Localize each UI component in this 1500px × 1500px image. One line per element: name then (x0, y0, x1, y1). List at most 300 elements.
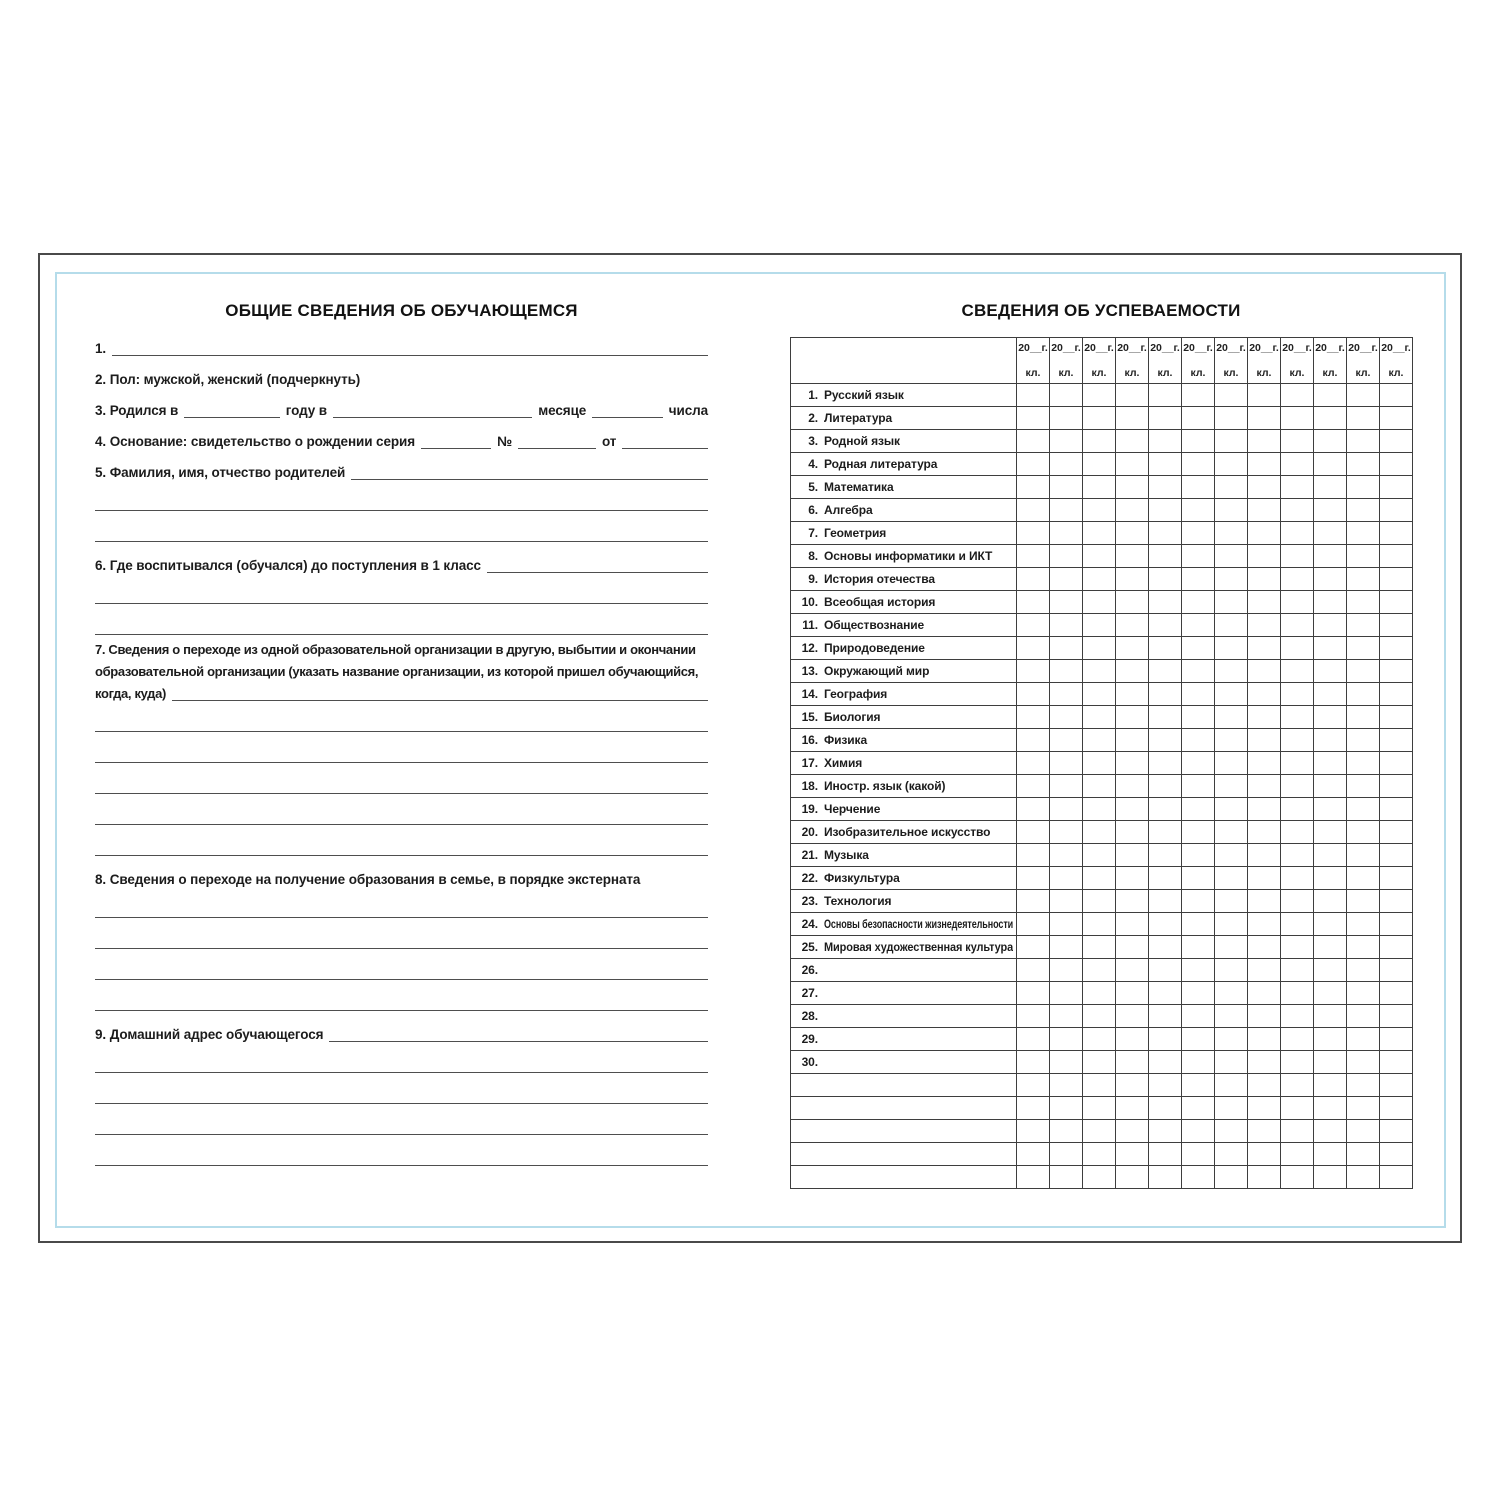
grade-cell (1182, 545, 1215, 568)
subject-number: 26. (801, 963, 818, 977)
grade-cell (1083, 660, 1116, 683)
grade-cell (1149, 959, 1182, 982)
grade-cell (1314, 660, 1347, 683)
grade-cell (1281, 522, 1314, 545)
grade-cell (1017, 821, 1050, 844)
subject-label-wrap (824, 894, 1013, 908)
subject-label-wrap (824, 756, 1013, 770)
grade-cell (1281, 660, 1314, 683)
grade-cell (1215, 522, 1248, 545)
grade-cell (1116, 591, 1149, 614)
grade-cell (1314, 1005, 1347, 1028)
grade-cell (1017, 913, 1050, 936)
table-row (791, 683, 1413, 706)
grade-cell (1017, 1143, 1050, 1166)
grade-cell (1050, 1051, 1083, 1074)
grade-cell (1380, 798, 1413, 821)
subject-cell (791, 1120, 1017, 1143)
subject-cell (791, 775, 1017, 798)
subject-cell (791, 476, 1017, 499)
grade-cell (1017, 1097, 1050, 1120)
grade-cell (1215, 568, 1248, 591)
grade-cell (1050, 407, 1083, 430)
fill-in-blank (95, 824, 708, 825)
table-row (791, 522, 1413, 545)
subject (791, 503, 1016, 517)
grade-cell (1050, 936, 1083, 959)
year-label: 20__г. (1348, 342, 1378, 354)
grade-cell (1083, 729, 1116, 752)
grade-cell (1182, 568, 1215, 591)
subject (791, 480, 1016, 494)
form-text: 2. Пол: мужской, женский (подчеркнуть) (95, 371, 361, 387)
subject-label-wrap (824, 963, 1013, 977)
grade-cell (1116, 637, 1149, 660)
subject-label: Всеобщая история (824, 595, 936, 609)
class-label: кл. (1223, 367, 1239, 379)
grade-cell (1314, 1166, 1347, 1189)
grade-cell (1314, 430, 1347, 453)
grade-cell (1248, 1074, 1281, 1097)
grade-cell (1380, 407, 1413, 430)
grade-cell (1314, 522, 1347, 545)
subject-cell (791, 706, 1017, 729)
table-row (791, 660, 1413, 683)
year-label: 20__г. (1117, 342, 1147, 354)
grade-cell (1347, 453, 1380, 476)
table-row (791, 821, 1413, 844)
grade-cell (1182, 844, 1215, 867)
grade-cell (1116, 798, 1149, 821)
grade-cell (1281, 936, 1314, 959)
table-row (791, 936, 1413, 959)
table-row (791, 913, 1413, 936)
subject-cell (791, 637, 1017, 660)
form-line-item-7-line-2 (95, 659, 708, 681)
fill-in-blank (95, 793, 708, 794)
grade-cell (1281, 913, 1314, 936)
grade-cell (1347, 844, 1380, 867)
grade-cell (1083, 844, 1116, 867)
grade-cell (1083, 591, 1116, 614)
grade-cell (1347, 982, 1380, 1005)
subject-label: Обществознание (824, 618, 925, 632)
grade-cell (1314, 798, 1347, 821)
blank-line (95, 920, 708, 951)
grade-cell (1314, 568, 1347, 591)
grade-cell (1149, 1005, 1182, 1028)
right-page (790, 300, 1412, 1189)
blank-line (95, 951, 708, 982)
grade-cell (1149, 982, 1182, 1005)
grade-cell (1248, 821, 1281, 844)
grades-table (790, 337, 1413, 1189)
table-empty-row (791, 1120, 1413, 1143)
form-text: месяце (538, 402, 587, 418)
grade-cell (1017, 683, 1050, 706)
subject-number: 4. (808, 457, 818, 471)
subject-label-wrap (824, 526, 1013, 540)
grade-cell (1248, 706, 1281, 729)
subject-label-wrap (824, 434, 1013, 448)
grade-cell (1314, 453, 1347, 476)
table-row (791, 430, 1413, 453)
grade-cell (1314, 407, 1347, 430)
grade-cell (1083, 476, 1116, 499)
grade-cell (1050, 867, 1083, 890)
subject-number: 21. (801, 848, 818, 862)
grade-cell (1116, 821, 1149, 844)
subject-label: Родная литература (824, 457, 938, 471)
grade-cell (1314, 706, 1347, 729)
table-row (791, 890, 1413, 913)
grade-cell (1149, 1074, 1182, 1097)
subject-cell (791, 1005, 1017, 1028)
grade-cell (1182, 913, 1215, 936)
grade-cell (1182, 591, 1215, 614)
grade-cell (1281, 1074, 1314, 1097)
subject (791, 549, 1016, 563)
grade-cell (1182, 614, 1215, 637)
subject-cell (791, 1074, 1017, 1097)
subject (791, 894, 1016, 908)
subject (791, 825, 1016, 839)
form-line-item-8 (95, 858, 708, 889)
blank-line (95, 703, 708, 734)
grade-cell (1215, 867, 1248, 890)
grade-cell (1116, 453, 1149, 476)
grade-cell (1380, 476, 1413, 499)
grade-cell (1116, 568, 1149, 591)
subject-cell (791, 913, 1017, 936)
grade-cell (1215, 890, 1248, 913)
grade-cell (1017, 706, 1050, 729)
subject-cell (791, 890, 1017, 913)
grade-cell (1347, 1097, 1380, 1120)
form-text: числа (668, 402, 708, 418)
grade-cell (1050, 453, 1083, 476)
grade-cell (1314, 1028, 1347, 1051)
grade-cell (1380, 637, 1413, 660)
subject-cell (791, 752, 1017, 775)
grade-cell (1380, 545, 1413, 568)
grade-cell (1083, 821, 1116, 844)
fill-in-blank (95, 762, 708, 763)
grade-cell (1380, 821, 1413, 844)
grade-cell (1116, 683, 1149, 706)
grade-cell (1182, 752, 1215, 775)
grade-cell (1116, 913, 1149, 936)
grade-cell (1149, 752, 1182, 775)
table-row (791, 729, 1413, 752)
grade-cell (1215, 1051, 1248, 1074)
form-line-item-5 (95, 451, 708, 482)
grade-cell (1116, 775, 1149, 798)
grade-cell (1182, 867, 1215, 890)
grade-cell (1149, 1097, 1182, 1120)
grade-cell (1281, 407, 1314, 430)
year-label: 20__г. (1249, 342, 1279, 354)
fill-in-blank (172, 700, 708, 701)
grade-cell (1281, 568, 1314, 591)
subject (791, 986, 1016, 1000)
grade-cell (1380, 1120, 1413, 1143)
grade-cell (1017, 752, 1050, 775)
grade-cell (1347, 568, 1380, 591)
grade-cell (1083, 798, 1116, 821)
grade-cell (1281, 775, 1314, 798)
grade-cell (1215, 591, 1248, 614)
grade-cell (1017, 614, 1050, 637)
grade-cell (1017, 545, 1050, 568)
grade-cell (1149, 1120, 1182, 1143)
grade-cell (1314, 545, 1347, 568)
subject-cell (791, 821, 1017, 844)
form-text: году в (285, 402, 327, 418)
subject-number: 18. (801, 779, 818, 793)
grade-cell (1149, 913, 1182, 936)
grade-cell (1017, 729, 1050, 752)
subject-label-wrap (824, 549, 1013, 563)
grade-cell (1050, 660, 1083, 683)
form-text: от (601, 433, 617, 449)
grade-cell (1314, 844, 1347, 867)
grade-cell (1347, 1005, 1380, 1028)
grade-cell (1380, 913, 1413, 936)
grade-cell (1248, 867, 1281, 890)
subject (791, 595, 1016, 609)
grade-cell (1050, 614, 1083, 637)
grade-cell (1116, 1143, 1149, 1166)
grade-cell (1248, 775, 1281, 798)
form-text: когда, куда) (95, 686, 166, 702)
grade-cell (1182, 1028, 1215, 1051)
subject-label-wrap (824, 687, 1013, 701)
subject-number: 17. (801, 756, 818, 770)
grade-cell (1116, 1074, 1149, 1097)
subject-number: 10. (801, 595, 818, 609)
grade-cell (1380, 1005, 1413, 1028)
grade-cell (1050, 982, 1083, 1005)
subject (791, 710, 1016, 724)
grade-cell (1149, 844, 1182, 867)
subject-label-wrap (824, 1009, 1013, 1023)
class-label: кл. (1388, 367, 1404, 379)
grade-cell (1017, 775, 1050, 798)
subject (791, 940, 1016, 954)
subject-cell (791, 844, 1017, 867)
grade-cell (1248, 936, 1281, 959)
grade-cell (1182, 453, 1215, 476)
fill-in-blank (329, 1041, 708, 1042)
grade-cell (1281, 890, 1314, 913)
table-empty-row (791, 1143, 1413, 1166)
grade-cell (1050, 775, 1083, 798)
grade-cell (1380, 982, 1413, 1005)
grade-cell (1116, 384, 1149, 407)
subject-cell (791, 591, 1017, 614)
subject-label-wrap (824, 802, 1013, 816)
grade-cell (1215, 913, 1248, 936)
subject-number: 3. (808, 434, 818, 448)
subject-number: 23. (801, 894, 818, 908)
table-header-row (791, 338, 1413, 384)
grade-cell (1380, 752, 1413, 775)
grade-cell (1248, 752, 1281, 775)
grade-cell (1083, 890, 1116, 913)
subject-number: 30. (801, 1055, 818, 1069)
grade-cell (1248, 637, 1281, 660)
grade-cell (1347, 1166, 1380, 1189)
table-row (791, 1028, 1413, 1051)
grade-cell (1248, 982, 1281, 1005)
grade-cell (1149, 683, 1182, 706)
grade-cell (1215, 499, 1248, 522)
year-label: 20__г. (1216, 342, 1246, 354)
grade-cell (1347, 775, 1380, 798)
fill-in-blank (184, 417, 280, 418)
fill-in-blank (95, 855, 708, 856)
grade-cell (1182, 1120, 1215, 1143)
subject (791, 1055, 1016, 1069)
grade-cell (1314, 775, 1347, 798)
table-row (791, 545, 1413, 568)
grade-cell (1347, 1143, 1380, 1166)
subject-label: Природоведение (824, 641, 925, 655)
form-text: 7. Сведения о переходе из одной образовательной организации в другую, выбытии и окончании (95, 642, 696, 658)
grade-cell (1380, 499, 1413, 522)
grade-cell (1215, 706, 1248, 729)
grade-cell (1215, 683, 1248, 706)
form-text: 1. (95, 340, 107, 356)
form-text: № (497, 433, 513, 449)
grade-cell (1182, 936, 1215, 959)
grade-cell (1050, 1097, 1083, 1120)
grade-cell (1380, 844, 1413, 867)
subject-cell (791, 867, 1017, 890)
grade-cell (1149, 729, 1182, 752)
year-label: 20__г. (1051, 342, 1081, 354)
grade-cell (1347, 913, 1380, 936)
grade-cell (1083, 522, 1116, 545)
grade-cell (1248, 1005, 1281, 1028)
grade-cell (1182, 1166, 1215, 1189)
grade-cell (1215, 1097, 1248, 1120)
table-row (791, 499, 1413, 522)
grade-cell (1380, 729, 1413, 752)
grade-cell (1215, 1143, 1248, 1166)
subject-number: 25. (801, 940, 818, 954)
subject-cell (791, 1097, 1017, 1120)
grade-cell (1017, 499, 1050, 522)
subject (791, 756, 1016, 770)
grade-cell (1281, 1166, 1314, 1189)
grade-cell (1347, 1051, 1380, 1074)
grade-cell (1281, 752, 1314, 775)
grade-cell (1215, 430, 1248, 453)
subject (791, 572, 1016, 586)
grade-cell (1248, 1166, 1281, 1189)
subject (791, 871, 1016, 885)
blank-line (95, 765, 708, 796)
fill-in-blank (421, 448, 491, 449)
form-text: 5. Фамилия, имя, отчество родителей (95, 464, 346, 480)
grade-cell (1083, 752, 1116, 775)
grade-cell (1347, 384, 1380, 407)
grade-cell (1017, 936, 1050, 959)
grade-cell (1017, 430, 1050, 453)
grade-cell (1347, 499, 1380, 522)
grade-cell (1182, 1074, 1215, 1097)
grade-cell (1215, 453, 1248, 476)
grade-cell (1050, 1143, 1083, 1166)
grade-cell (1149, 890, 1182, 913)
grade-cell (1380, 890, 1413, 913)
grade-cell (1314, 867, 1347, 890)
grade-cell (1149, 1028, 1182, 1051)
subject-label-wrap (824, 618, 1013, 632)
grade-cell (1149, 453, 1182, 476)
grade-cell (1116, 407, 1149, 430)
grade-cell (1050, 683, 1083, 706)
grade-cell (1182, 890, 1215, 913)
grade-cell (1215, 614, 1248, 637)
subject (791, 388, 1016, 402)
grade-cell (1083, 936, 1116, 959)
grade-cell (1116, 844, 1149, 867)
grade-cell (1149, 867, 1182, 890)
grade-cell (1314, 752, 1347, 775)
subject-label-wrap (824, 572, 1013, 586)
subject-label: Иностр. язык (какой) (824, 779, 946, 793)
grade-cell (1182, 982, 1215, 1005)
subject-number: 24. (801, 917, 818, 931)
grade-cell (1149, 660, 1182, 683)
year-header (1116, 338, 1148, 383)
subject-label: Музыка (824, 848, 869, 862)
grade-cell (1347, 683, 1380, 706)
fill-in-blank (95, 1103, 708, 1104)
grade-cell (1248, 1051, 1281, 1074)
grade-cell (1116, 1166, 1149, 1189)
grade-cell (1215, 1074, 1248, 1097)
grade-cell (1017, 1005, 1050, 1028)
table-row (791, 568, 1413, 591)
grade-cell (1347, 706, 1380, 729)
grade-cell (1314, 1143, 1347, 1166)
grade-cell (1380, 430, 1413, 453)
grade-cell (1248, 591, 1281, 614)
grade-cell (1380, 959, 1413, 982)
subject (791, 848, 1016, 862)
grade-cell (1248, 890, 1281, 913)
subject-cell (791, 1051, 1017, 1074)
grade-cell (1347, 476, 1380, 499)
grade-cell (1347, 959, 1380, 982)
grade-cell (1083, 706, 1116, 729)
grade-cell (1215, 959, 1248, 982)
grade-cell (1017, 1028, 1050, 1051)
grade-cell (1248, 499, 1281, 522)
grade-cell (1017, 660, 1050, 683)
subject-number: 1. (808, 388, 818, 402)
grade-cell (1314, 821, 1347, 844)
subject-number: 29. (801, 1032, 818, 1046)
grade-cell (1215, 1120, 1248, 1143)
table-empty-row (791, 1166, 1413, 1189)
grade-cell (1017, 637, 1050, 660)
grade-cell (1314, 982, 1347, 1005)
